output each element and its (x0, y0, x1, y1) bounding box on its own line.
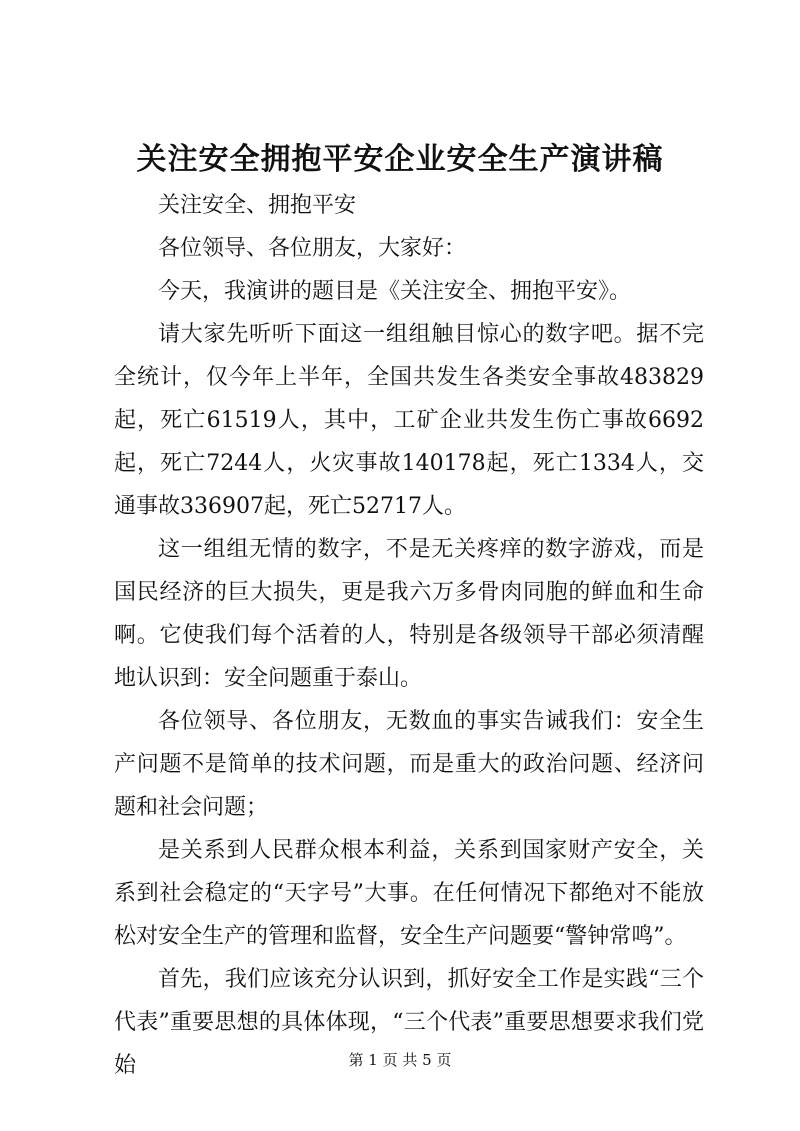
paragraph-subtitle: 关注安全、拥抱平安 (158, 193, 357, 218)
paragraph-first-point: 首先，我们应该充分认识到，抓好安全工作是实践“三个代表”重要思想的具体体现，“三个代表”重要思想要求我们党始 (114, 967, 704, 1078)
paragraph-topic: 今天，我演讲的题目是《关注安全、拥抱平安》。 (158, 279, 632, 304)
paragraph-greeting: 各位领导、各位朋友，大家好： (158, 236, 467, 261)
page-number: 第 1 页 共 5 页 (348, 1051, 452, 1069)
document-body (114, 184, 704, 1087)
paragraph-importance: 是关系到人民群众根本利益，关系到国家财产安全，关系到社会稳定的“天字号”大事。在任何情况下都绝对不能放松对安全生产的管理和监督，安全生产问题要“警钟常鸣”。 (114, 838, 704, 949)
paragraph-statistics: 请大家先听听下面这一组组触目惊心的数字吧。据不完全统计，仅今年上半年，全国共发生各类安全事故483829起，死亡61519人，其中，工矿企业共发生伤亡事故6692起，死亡7244人，火灾事故140178起，死亡1334人，交通事故336907起，死亡52717人。 (114, 322, 704, 519)
paragraph-lessons: 各位领导、各位朋友，无数血的事实告诫我们：安全生产问题不是简单的技术问题，而是重大的政治问题、经济问题和社会问题； (114, 709, 704, 820)
document-title: 关注安全拥抱平安企业安全生产演讲稿 (136, 142, 664, 177)
paragraph-reflection: 这一组组无情的数字，不是无关疼痒的数字游戏，而是国民经济的巨大损失，更是我六万多骨肉同胞的鲜血和生命啊。它使我们每个活着的人，特别是各级领导干部必须清醒地认识到：安全问题重于泰山。 (114, 537, 704, 691)
